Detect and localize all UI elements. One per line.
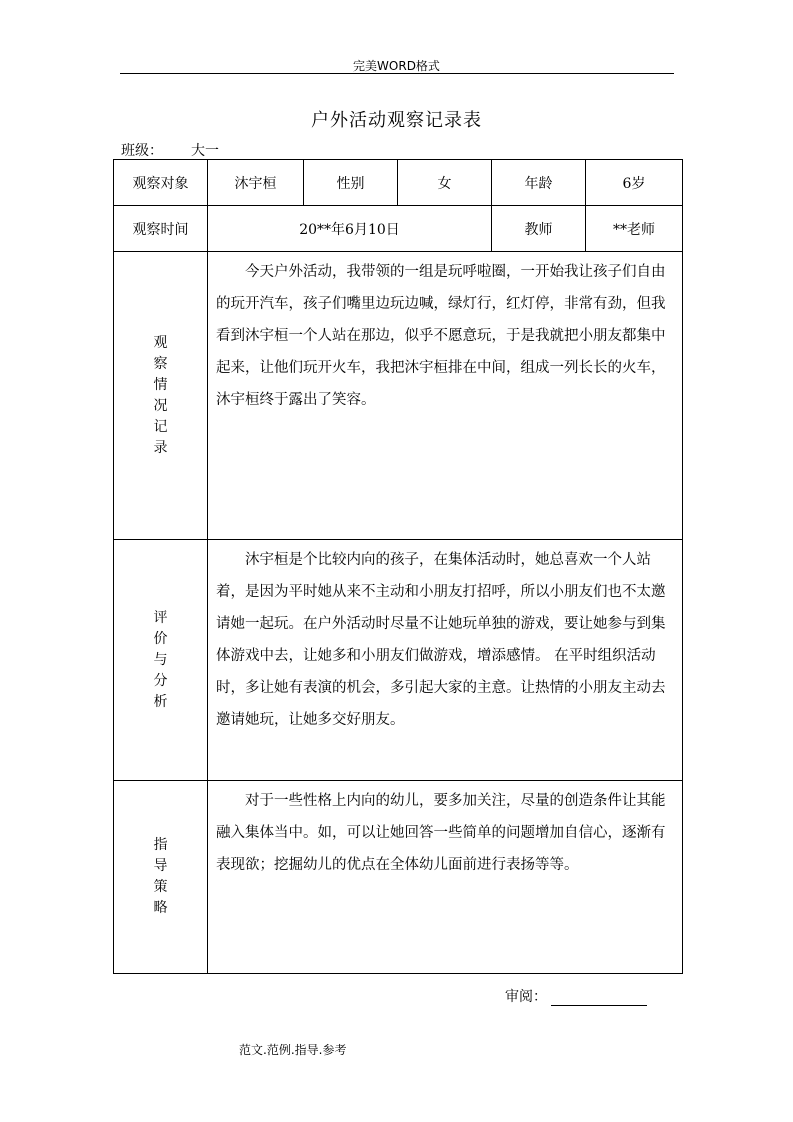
guidance-strategy-label [114, 781, 208, 974]
table-row [114, 252, 683, 540]
observation-record-label [114, 252, 208, 540]
class-value: 大一 [167, 143, 272, 160]
table-row [114, 206, 683, 252]
review-label: 审阅： [505, 989, 547, 1005]
evaluation-analysis-label [114, 540, 208, 781]
label-char: 观 [153, 334, 168, 351]
teacher-value: **老师 [586, 206, 683, 252]
review-field [505, 986, 647, 1006]
label-char: 导 [153, 858, 168, 874]
observation-record-text [208, 252, 683, 540]
label-char: 分 [153, 672, 168, 689]
gender-label: 性别 [304, 160, 398, 206]
label-char: 略 [153, 900, 168, 916]
page-footer: 范文.范例.指导.参考 [239, 1043, 347, 1057]
label-char: 况 [153, 397, 168, 414]
age-value: 6岁 [586, 160, 683, 206]
evaluation-analysis-text [208, 540, 683, 781]
document-title: 户外活动观察记录表 [311, 110, 482, 131]
header-divider [120, 73, 674, 74]
label-char: 指 [153, 837, 168, 853]
subject-value: 沐宇桓 [208, 160, 304, 206]
paragraph: 今天户外活动，我带领的一组是玩呼啦圈，一开始我让孩子们自由的玩开汽车，孩子们嘴里边玩边喊，绿灯行，红灯停，非常有劲，但我看到沐宇桓一个人站在那边，似乎不愿意玩，于是我就把小朋友都集中起来，让他们玩开火车，我把沐宇桓排在中间，组成一列长长的火车，沐宇桓终于露出了笑容。 [216, 264, 666, 408]
age-label: 年龄 [492, 160, 586, 206]
time-value: 20**年6月10日 [208, 206, 492, 252]
label-char: 察 [153, 355, 168, 372]
label-char: 策 [153, 879, 168, 895]
subject-label: 观察对象 [114, 160, 208, 206]
class-field [121, 140, 272, 160]
observation-table [113, 159, 683, 974]
time-label: 观察时间 [114, 206, 208, 252]
label-char: 析 [153, 693, 168, 710]
label-char: 情 [153, 376, 168, 393]
paragraph: 沐宇桓是个比较内向的孩子，在集体活动时，她总喜欢一个人站着，是因为平时她从来不主动和小朋友打招呼，所以小朋友们也不太邀请她一起玩。在户外活动时尽量不让她玩单独的游戏，要让她参与到集体游戏中去，让她多和小朋友们做游戏，增添感情。 在平时组织活动时，多让她有表演的机会，多引起大家的主意。让热情的小朋友主动去邀请她玩，让她多交好朋友。 [216, 552, 666, 728]
label-char: 价 [153, 630, 168, 647]
label-char: 评 [153, 609, 168, 626]
class-label: 班级： [121, 143, 163, 159]
guidance-strategy-text [208, 781, 683, 974]
table-row [114, 781, 683, 974]
table-row [114, 540, 683, 781]
table-row [114, 160, 683, 206]
teacher-label: 教师 [492, 206, 586, 252]
gender-value: 女 [398, 160, 492, 206]
paragraph: 对于一些性格上内向的幼儿，要多加关注，尽量的创造条件让其能融入集体当中。如，可以让她回答一些简单的问题增加自信心，逐渐有表现欲；挖掘幼儿的优点在全体幼儿面前进行表扬等等。 [216, 793, 666, 873]
label-char: 与 [153, 651, 168, 668]
label-char: 录 [153, 439, 168, 456]
page-header: 完美WORD格式 [353, 59, 440, 73]
review-signature-line [551, 989, 647, 1006]
label-char: 记 [153, 418, 168, 435]
